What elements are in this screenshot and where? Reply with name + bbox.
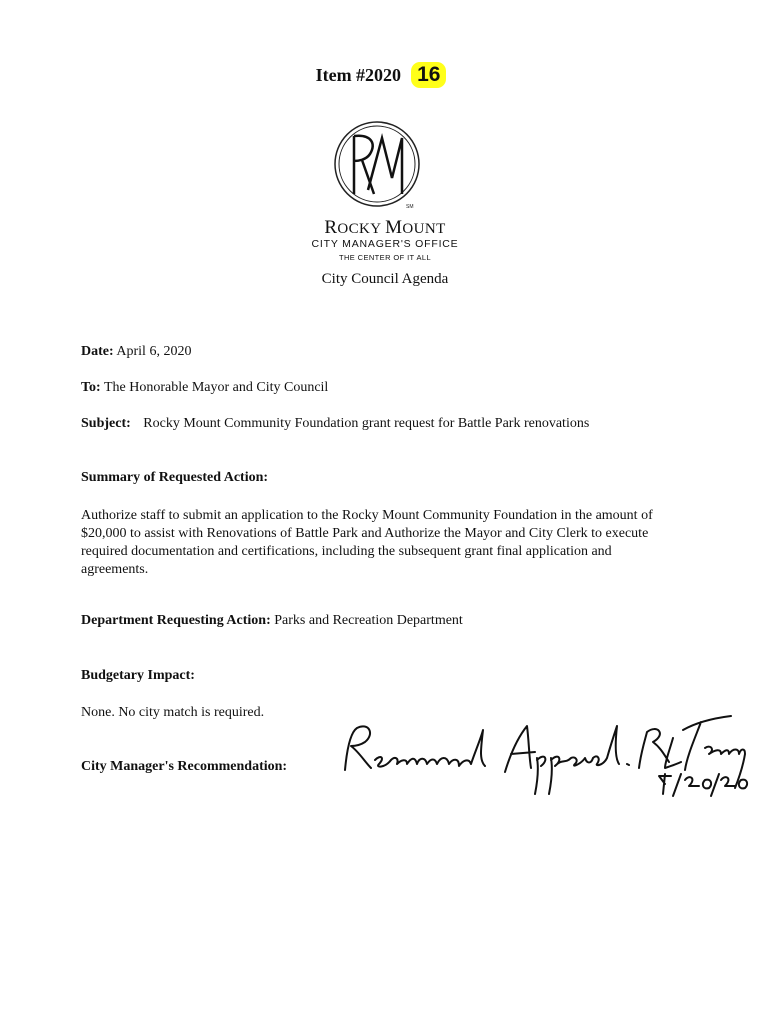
agenda-title: City Council Agenda	[321, 271, 449, 287]
date-value: April 6, 2020	[116, 344, 192, 359]
item-number-badge: 16	[411, 62, 446, 88]
subject-label: Subject:	[81, 416, 131, 431]
date-line	[81, 344, 191, 360]
date-label: Date:	[81, 344, 114, 359]
office-name: CITY MANAGER'S OFFICE	[311, 238, 459, 250]
org-name: ROCKY MOUNT	[324, 217, 446, 238]
department-value: Parks and Recreation Department	[274, 613, 463, 628]
subject-value: Rocky Mount Community Foundation grant request for Battle Park renovations	[143, 416, 590, 431]
to-value: The Honorable Mayor and City Council	[103, 380, 329, 395]
service-mark: SM	[406, 204, 414, 210]
department-line	[81, 613, 463, 629]
budget-text: None. No city match is required.	[81, 705, 265, 720]
rocky-mount-logo	[330, 120, 424, 214]
item-prefix: Item #2020	[315, 65, 402, 85]
to-label: To:	[81, 380, 101, 395]
summary-text: Authorize staff to submit an application to the Rocky Mount Community Foundation in the amount of $20,000 to assist with Renovations of Battle Park and Authorize the Mayor and City Clerk to execute required documentation and certifications, including the subsequent grant final application and agreements.	[81, 508, 653, 577]
recommendation-label: City Manager's Recommendation:	[81, 759, 288, 774]
to-line	[81, 380, 328, 396]
item-title	[0, 62, 770, 88]
handwritten-signature	[335, 708, 755, 798]
subject-line	[81, 416, 589, 432]
summary-heading: Summary of Requested Action:	[81, 470, 269, 485]
department-label: Department Requesting Action:	[81, 613, 271, 628]
tagline: THE CENTER OF IT ALL	[338, 253, 432, 262]
budget-heading: Budgetary Impact:	[81, 668, 195, 683]
